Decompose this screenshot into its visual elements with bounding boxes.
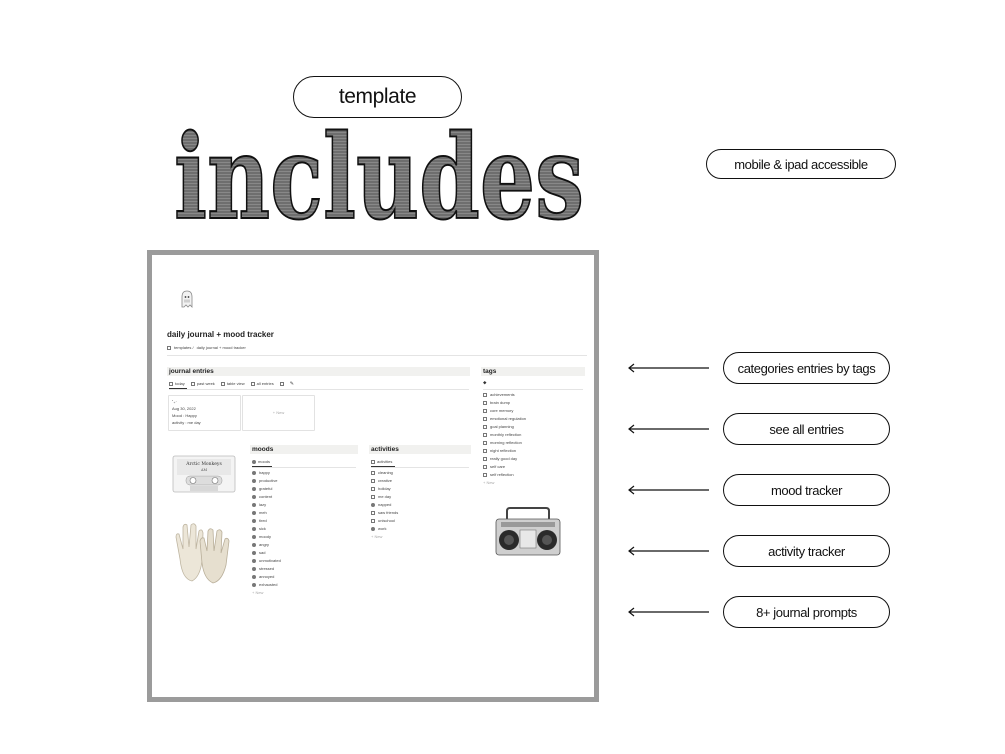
activity-label: holiday xyxy=(378,486,391,491)
tab-all-entries[interactable] xyxy=(251,380,274,388)
mood-label: moody xyxy=(259,534,272,539)
mood-label: stressed xyxy=(259,566,275,571)
tag-label: morning reflection xyxy=(490,440,522,445)
template-pill: template xyxy=(293,76,462,118)
broom-icon xyxy=(371,471,375,475)
callout-pill: 8+ journal prompts xyxy=(723,596,890,628)
moods-active-underline xyxy=(252,466,272,467)
ghost-icon xyxy=(179,289,195,309)
activity-item[interactable] xyxy=(371,525,398,533)
tag-label: emotional regulation xyxy=(490,416,527,421)
tag-label: really good day xyxy=(490,456,518,461)
trophy-icon xyxy=(483,393,487,397)
list-icon xyxy=(251,382,255,386)
calendar-icon[interactable] xyxy=(280,382,284,386)
entry-mood: Mood : Happy xyxy=(172,413,197,418)
tag-icon[interactable]: ⬥ xyxy=(483,380,487,386)
tab-label: all entries xyxy=(256,381,274,386)
tag-item[interactable] xyxy=(483,415,526,423)
book-icon xyxy=(371,519,375,523)
mood-item[interactable] xyxy=(252,517,281,525)
tab-label: today xyxy=(175,381,185,386)
sparkle-icon xyxy=(371,495,375,499)
mood-label: tired xyxy=(259,518,267,523)
entry-name: ˚₊‧ xyxy=(172,399,177,404)
includes-headline xyxy=(170,96,590,246)
mood-face-icon xyxy=(252,527,256,531)
callout-pill: activity tracker xyxy=(723,535,890,567)
headline-text: includes xyxy=(174,110,584,246)
active-tab-underline xyxy=(169,388,187,389)
callout-mood xyxy=(627,474,890,506)
moods-heading: moods xyxy=(250,445,358,454)
activity-label: me day xyxy=(378,494,392,499)
pencil-icon[interactable]: ✎ xyxy=(289,381,294,387)
view-label: activities xyxy=(377,459,393,464)
tag-item[interactable] xyxy=(483,431,526,439)
tag-item[interactable] xyxy=(483,423,526,431)
tag-item[interactable] xyxy=(483,391,526,399)
mobile-ipad-pill: mobile & ipad accessible xyxy=(706,149,896,179)
mood-face-icon xyxy=(252,559,256,563)
mood-label: annoyed xyxy=(259,574,275,579)
cassette-line2: AM xyxy=(200,468,208,472)
breadcrumb-divider xyxy=(167,355,587,356)
callout-tags xyxy=(627,352,890,384)
tag-label: self care xyxy=(490,464,506,469)
mood-item[interactable] xyxy=(252,493,281,501)
template-screenshot xyxy=(147,250,599,702)
mood-face-icon xyxy=(252,503,256,507)
moods-new-button[interactable]: + New xyxy=(252,590,264,595)
mood-label: productive xyxy=(259,478,278,483)
mood-item[interactable] xyxy=(252,485,281,493)
activity-item[interactable] xyxy=(371,509,398,517)
heart-icon xyxy=(483,409,487,413)
mood-face-icon xyxy=(252,519,256,523)
mood-face-icon xyxy=(252,511,256,515)
boombox-image xyxy=(495,506,561,558)
mood-item[interactable] xyxy=(252,581,281,589)
mood-face-icon xyxy=(252,567,256,571)
moods-view-tab[interactable] xyxy=(252,458,270,466)
mood-item[interactable] xyxy=(252,469,281,477)
activity-label: cleaning xyxy=(378,470,393,475)
mood-face-icon xyxy=(252,487,256,491)
work-icon xyxy=(371,527,375,531)
activity-label: creative xyxy=(378,478,393,483)
activity-item[interactable] xyxy=(371,501,398,509)
tag-label: core memory xyxy=(490,408,514,413)
activity-item[interactable] xyxy=(371,469,398,477)
tag-item[interactable] xyxy=(483,407,526,415)
mood-label: meh xyxy=(259,510,267,515)
tag-item[interactable] xyxy=(483,399,526,407)
arrow-left-icon xyxy=(627,482,709,498)
brain-icon xyxy=(483,401,487,405)
sun-icon xyxy=(483,441,487,445)
callout-prompts xyxy=(627,596,890,628)
tag-label: monthly reflection xyxy=(490,432,522,437)
tag-label: brain dump xyxy=(490,400,511,405)
tab-label: past week xyxy=(196,381,215,386)
cassette-tape-image xyxy=(172,455,236,493)
friends-icon xyxy=(371,511,375,515)
callout-pill: see all entries xyxy=(723,413,890,445)
tag-label: achievements xyxy=(490,392,515,397)
gloves-image xyxy=(172,519,232,585)
mirror-icon xyxy=(483,473,487,477)
tag-item[interactable] xyxy=(483,455,526,463)
activities-active-underline xyxy=(371,466,395,467)
page-title: daily journal + mood tracker xyxy=(167,330,274,339)
palm-tree-icon xyxy=(371,487,375,491)
mood-label: angry xyxy=(259,542,270,547)
tag-item[interactable] xyxy=(483,439,526,447)
moods-divider xyxy=(252,467,356,468)
callout-activity xyxy=(627,535,890,567)
tag-item[interactable] xyxy=(483,447,526,455)
tab-table-view[interactable] xyxy=(221,380,245,388)
activities-new-button[interactable]: + New xyxy=(371,534,383,539)
activity-label: saw friends xyxy=(378,510,399,515)
mood-label: sick xyxy=(259,526,266,531)
tag-label: night reflection xyxy=(490,448,517,453)
cassette-line1: Arctic Monkeys xyxy=(186,462,222,467)
target-icon xyxy=(483,425,487,429)
activity-label: napped xyxy=(378,502,392,507)
tab-label: table view xyxy=(226,381,245,386)
mood-label: lazy xyxy=(259,502,267,507)
mood-face-icon xyxy=(252,535,256,539)
mood-face-icon xyxy=(252,551,256,555)
sleep-icon xyxy=(371,503,375,507)
tab-past-week[interactable] xyxy=(191,380,215,388)
activities-divider xyxy=(371,467,469,468)
entry-activity: activity : me day xyxy=(172,420,201,425)
grid-icon xyxy=(371,460,375,464)
breadcrumb xyxy=(167,344,246,352)
entry-date: Aug 30, 2022 xyxy=(172,406,196,411)
tabs-divider xyxy=(169,389,469,390)
mood-item[interactable] xyxy=(252,533,281,541)
activity-item[interactable] xyxy=(371,477,398,485)
mood-face-icon xyxy=(252,479,256,483)
mood-view-icon xyxy=(252,460,256,464)
table-icon xyxy=(221,382,225,386)
tag-item[interactable] xyxy=(483,471,526,479)
paint-icon xyxy=(371,479,375,483)
new-entry-label: + New xyxy=(272,410,285,415)
tag-label: goal planning xyxy=(490,424,514,429)
tags-list xyxy=(483,391,526,487)
mood-label: unmotivated xyxy=(259,558,281,563)
callout-pill: mood tracker xyxy=(723,474,890,506)
new-entry-card[interactable] xyxy=(242,395,315,431)
moon-icon xyxy=(483,449,487,453)
tab-today[interactable] xyxy=(169,380,185,388)
mood-item[interactable] xyxy=(252,557,281,565)
mood-face-icon xyxy=(252,583,256,587)
calendar-icon xyxy=(169,382,173,386)
activity-label: work xyxy=(378,526,387,531)
mood-face-icon xyxy=(252,575,256,579)
ghost-small-icon xyxy=(167,346,171,350)
view-label: moods xyxy=(258,459,271,464)
mood-item[interactable] xyxy=(252,509,281,517)
mood-item[interactable] xyxy=(252,549,281,557)
callout-entries xyxy=(627,413,890,445)
journal-entries-heading: journal entries xyxy=(167,367,470,376)
tag-item[interactable] xyxy=(483,463,526,471)
arrow-left-icon xyxy=(627,604,709,620)
mood-label: grateful xyxy=(259,486,273,491)
mood-label: happy xyxy=(259,470,270,475)
moods-list xyxy=(252,469,281,597)
mood-label: sad xyxy=(259,550,266,555)
arrow-left-icon xyxy=(627,543,709,559)
breadcrumb-current[interactable]: daily journal + mood tracker xyxy=(196,345,246,350)
mood-face-icon xyxy=(252,543,256,547)
journal-entry-card[interactable] xyxy=(168,395,241,431)
mood-label: exhausted xyxy=(259,582,278,587)
mood-item[interactable] xyxy=(252,501,281,509)
mood-item[interactable] xyxy=(252,477,281,485)
callout-pill: categories entries by tags xyxy=(723,352,890,384)
tag-label: self reflection xyxy=(490,472,514,477)
activity-label: unischool xyxy=(378,518,395,523)
activities-heading: activities xyxy=(369,445,471,454)
star-icon xyxy=(483,457,487,461)
calendar-icon xyxy=(483,433,487,437)
mood-item[interactable] xyxy=(252,525,281,533)
activity-item[interactable] xyxy=(371,485,398,493)
tags-divider xyxy=(483,389,583,390)
mood-face-icon xyxy=(252,495,256,499)
activity-item[interactable] xyxy=(371,493,398,501)
activity-item[interactable] xyxy=(371,517,398,525)
tags-heading: tags xyxy=(481,367,585,376)
emotion-icon xyxy=(483,417,487,421)
mood-item[interactable] xyxy=(252,541,281,549)
activities-view-tab[interactable] xyxy=(371,458,392,466)
mood-face-icon xyxy=(252,471,256,475)
activities-list xyxy=(371,469,398,541)
arrow-left-icon xyxy=(627,360,709,376)
breadcrumb-root[interactable]: templates / xyxy=(174,345,194,350)
tags-new-button[interactable]: + New xyxy=(483,480,495,485)
mood-item[interactable] xyxy=(252,573,281,581)
mood-label: content xyxy=(259,494,273,499)
calendar-icon xyxy=(191,382,195,386)
journal-tabs xyxy=(169,380,294,388)
mood-item[interactable] xyxy=(252,565,281,573)
arrow-left-icon xyxy=(627,421,709,437)
spa-icon xyxy=(483,465,487,469)
